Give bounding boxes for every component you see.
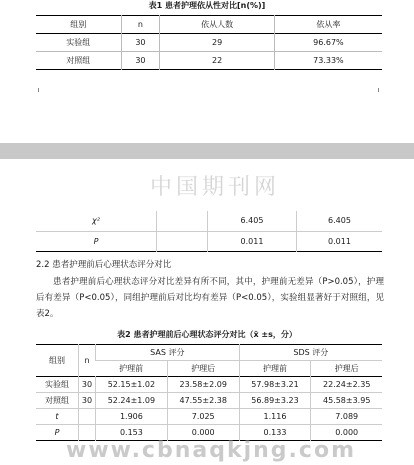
table1-cell: 对照组 <box>66 56 91 65</box>
page-separator <box>0 143 414 159</box>
table-row <box>36 377 382 393</box>
table2-cell: P <box>54 428 60 437</box>
table2-cell: 7.025 <box>167 409 239 425</box>
table1-cell: 29 <box>160 34 275 52</box>
continued-cell: P <box>93 236 99 246</box>
table2-cell: 52.24±1.09 <box>96 393 168 409</box>
continued-cell: 0.011 <box>297 231 383 251</box>
table2-cell: 23.58±2.09 <box>167 377 239 393</box>
table-row <box>36 52 382 70</box>
section-heading: 2.2 患者护理前后心理状态评分对比 <box>36 260 172 270</box>
table-row <box>36 34 382 52</box>
table1-cell: 30 <box>121 52 160 70</box>
table2-cell: 1.906 <box>96 409 168 425</box>
table1-header-row <box>36 16 382 34</box>
table2-title: 表2 患者护理前后心理状态评分对比（x̄ ±s，分） <box>117 330 297 339</box>
table1-cell: 实验组 <box>66 38 91 47</box>
table2-cell: 0.000 <box>167 425 239 441</box>
table2-cell: 0.133 <box>239 425 311 441</box>
table1-cell: 96.67% <box>274 34 382 52</box>
continued-cell <box>157 211 208 231</box>
table1-header-rate: 依从率 <box>274 16 382 34</box>
table2-subheader: 护理前 <box>96 361 168 377</box>
table2-cell: 30 <box>79 377 96 393</box>
table2-cell: 56.89±3.23 <box>239 393 311 409</box>
table2-cell: 30 <box>79 393 96 409</box>
table2-subheader: 护理后 <box>311 361 382 377</box>
table2-cell: 57.98±3.21 <box>239 377 311 393</box>
continued-cell: 6.405 <box>297 211 383 231</box>
table2-subheader: 护理后 <box>167 361 239 377</box>
table1-cell: 73.33% <box>274 52 382 70</box>
table-row <box>36 393 382 409</box>
continued-cell: χ² <box>92 216 100 226</box>
page-top <box>0 0 414 92</box>
table1-title: 表1 患者护理依从性对比[n(%)] <box>148 1 266 10</box>
continued-table <box>36 211 382 252</box>
table1-cell: 30 <box>121 34 160 52</box>
table-row <box>36 409 382 425</box>
table1-header-count: 依从人数 <box>160 16 275 34</box>
table1-cell: 22 <box>160 52 275 70</box>
table2-cell: 47.55±2.38 <box>167 393 239 409</box>
table1-header-group: 组别 <box>70 20 87 29</box>
continued-cell: 0.011 <box>208 231 297 251</box>
table2-header-sas: SAS 评分 <box>96 345 240 361</box>
table2-cell: 0.153 <box>96 425 168 441</box>
section-paragraph: 患者护理前后心理状态评分对比差异有所不同，其中，护理前无差异（P>0.05），护理后有差异（P<0.05），同组护理前后对比均有差异（P<0.05），实验组显著好于对照组，见表2。 <box>36 277 384 319</box>
table2-cell: 0.000 <box>311 425 382 441</box>
table2 <box>36 344 382 441</box>
page-bottom <box>0 203 414 465</box>
table2-cell: 7.089 <box>311 409 382 425</box>
table2-cell: t <box>55 412 59 421</box>
table2-header-group: 组别 <box>49 356 65 365</box>
footer-watermark: www.cbnaqkjng.com <box>66 438 356 463</box>
table2-header-n: n <box>79 345 96 377</box>
table-row <box>36 211 382 231</box>
table2-cell: 1.116 <box>239 409 311 425</box>
table2-cell: 52.15±1.02 <box>96 377 168 393</box>
continued-cell <box>157 231 208 251</box>
table2-cell: 实验组 <box>45 380 69 389</box>
table1-header-n: n <box>121 16 160 34</box>
table1 <box>36 15 382 70</box>
table-row <box>36 231 382 251</box>
table2-cell: 对照组 <box>45 396 69 405</box>
table2-subheader: 护理前 <box>239 361 311 377</box>
table2-header-row <box>36 345 382 361</box>
table2-cell: 45.58±3.95 <box>311 393 382 409</box>
table2-header-sds: SDS 评分 <box>239 345 382 361</box>
table2-cell: 22.24±2.35 <box>311 377 382 393</box>
continued-cell: 6.405 <box>208 211 297 231</box>
watermark: 中国期刊网 <box>150 175 281 200</box>
table2-cell <box>79 409 96 425</box>
